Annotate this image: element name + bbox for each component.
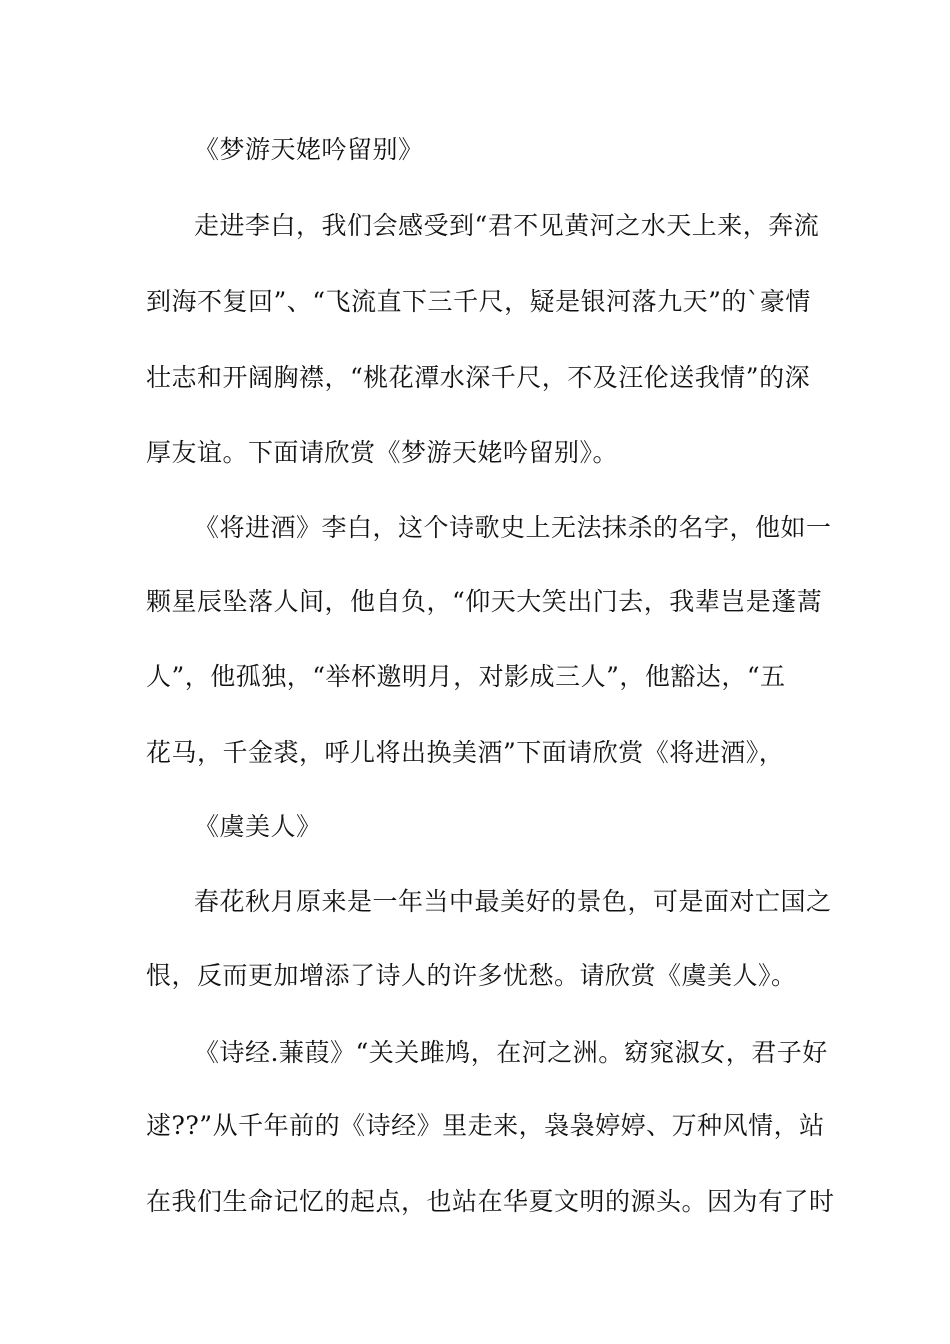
- paragraph-line-10: 春花秋月原来是一年当中最美好的景色，可是面对亡国之: [194, 887, 832, 916]
- paragraph-line-1: 走进李白，我们会感受到“君不见黄河之水天上来，奔流: [194, 211, 820, 240]
- paragraph-line-13: 逑??”从千年前的《诗经》里走来，袅袅婷婷、万种风情，站: [146, 1111, 825, 1140]
- heading-yumeiren: 《虞美人》: [194, 812, 322, 841]
- paragraph-line-5: 《将进酒》李白，这个诗歌史上无法抹杀的名字，他如一: [194, 513, 832, 542]
- paragraph-line-14: 在我们生命记忆的起点，也站在华夏文明的源头。因为有了时: [146, 1187, 835, 1216]
- paragraph-line-11: 恨，反而更加增添了诗人的许多忧愁。请欣赏《虞美人》。: [146, 961, 797, 990]
- paragraph-line-12: 《诗经.蒹葭》“关关雎鸠，在河之洲。窈窕淑女，君子好: [194, 1038, 828, 1067]
- paragraph-line-4: 厚友谊。下面请欣赏《梦游天姥吟留别》。: [146, 438, 619, 467]
- paragraph-line-2: 到海不复回”、“飞流直下三千尺，疑是银河落九天”的`豪情: [146, 287, 811, 316]
- heading-mengyou-tianmu: 《梦游天姥吟留别》: [194, 135, 424, 164]
- paragraph-line-6: 颗星辰坠落人间，他自负，“仰天大笑出门去，我辈岂是蓬蒿: [146, 587, 823, 616]
- paragraph-line-3: 壮志和开阔胸襟，“桃花潭水深千尺，不及汪伦送我情”的深: [146, 363, 811, 392]
- paragraph-line-7: 人”，他孤独，“举杯邀明月，对影成三人”，他豁达，“五: [146, 662, 786, 691]
- paragraph-line-8: 花马，千金裘，呼儿将出换美酒”下面请欣赏《将进酒》，: [146, 738, 785, 767]
